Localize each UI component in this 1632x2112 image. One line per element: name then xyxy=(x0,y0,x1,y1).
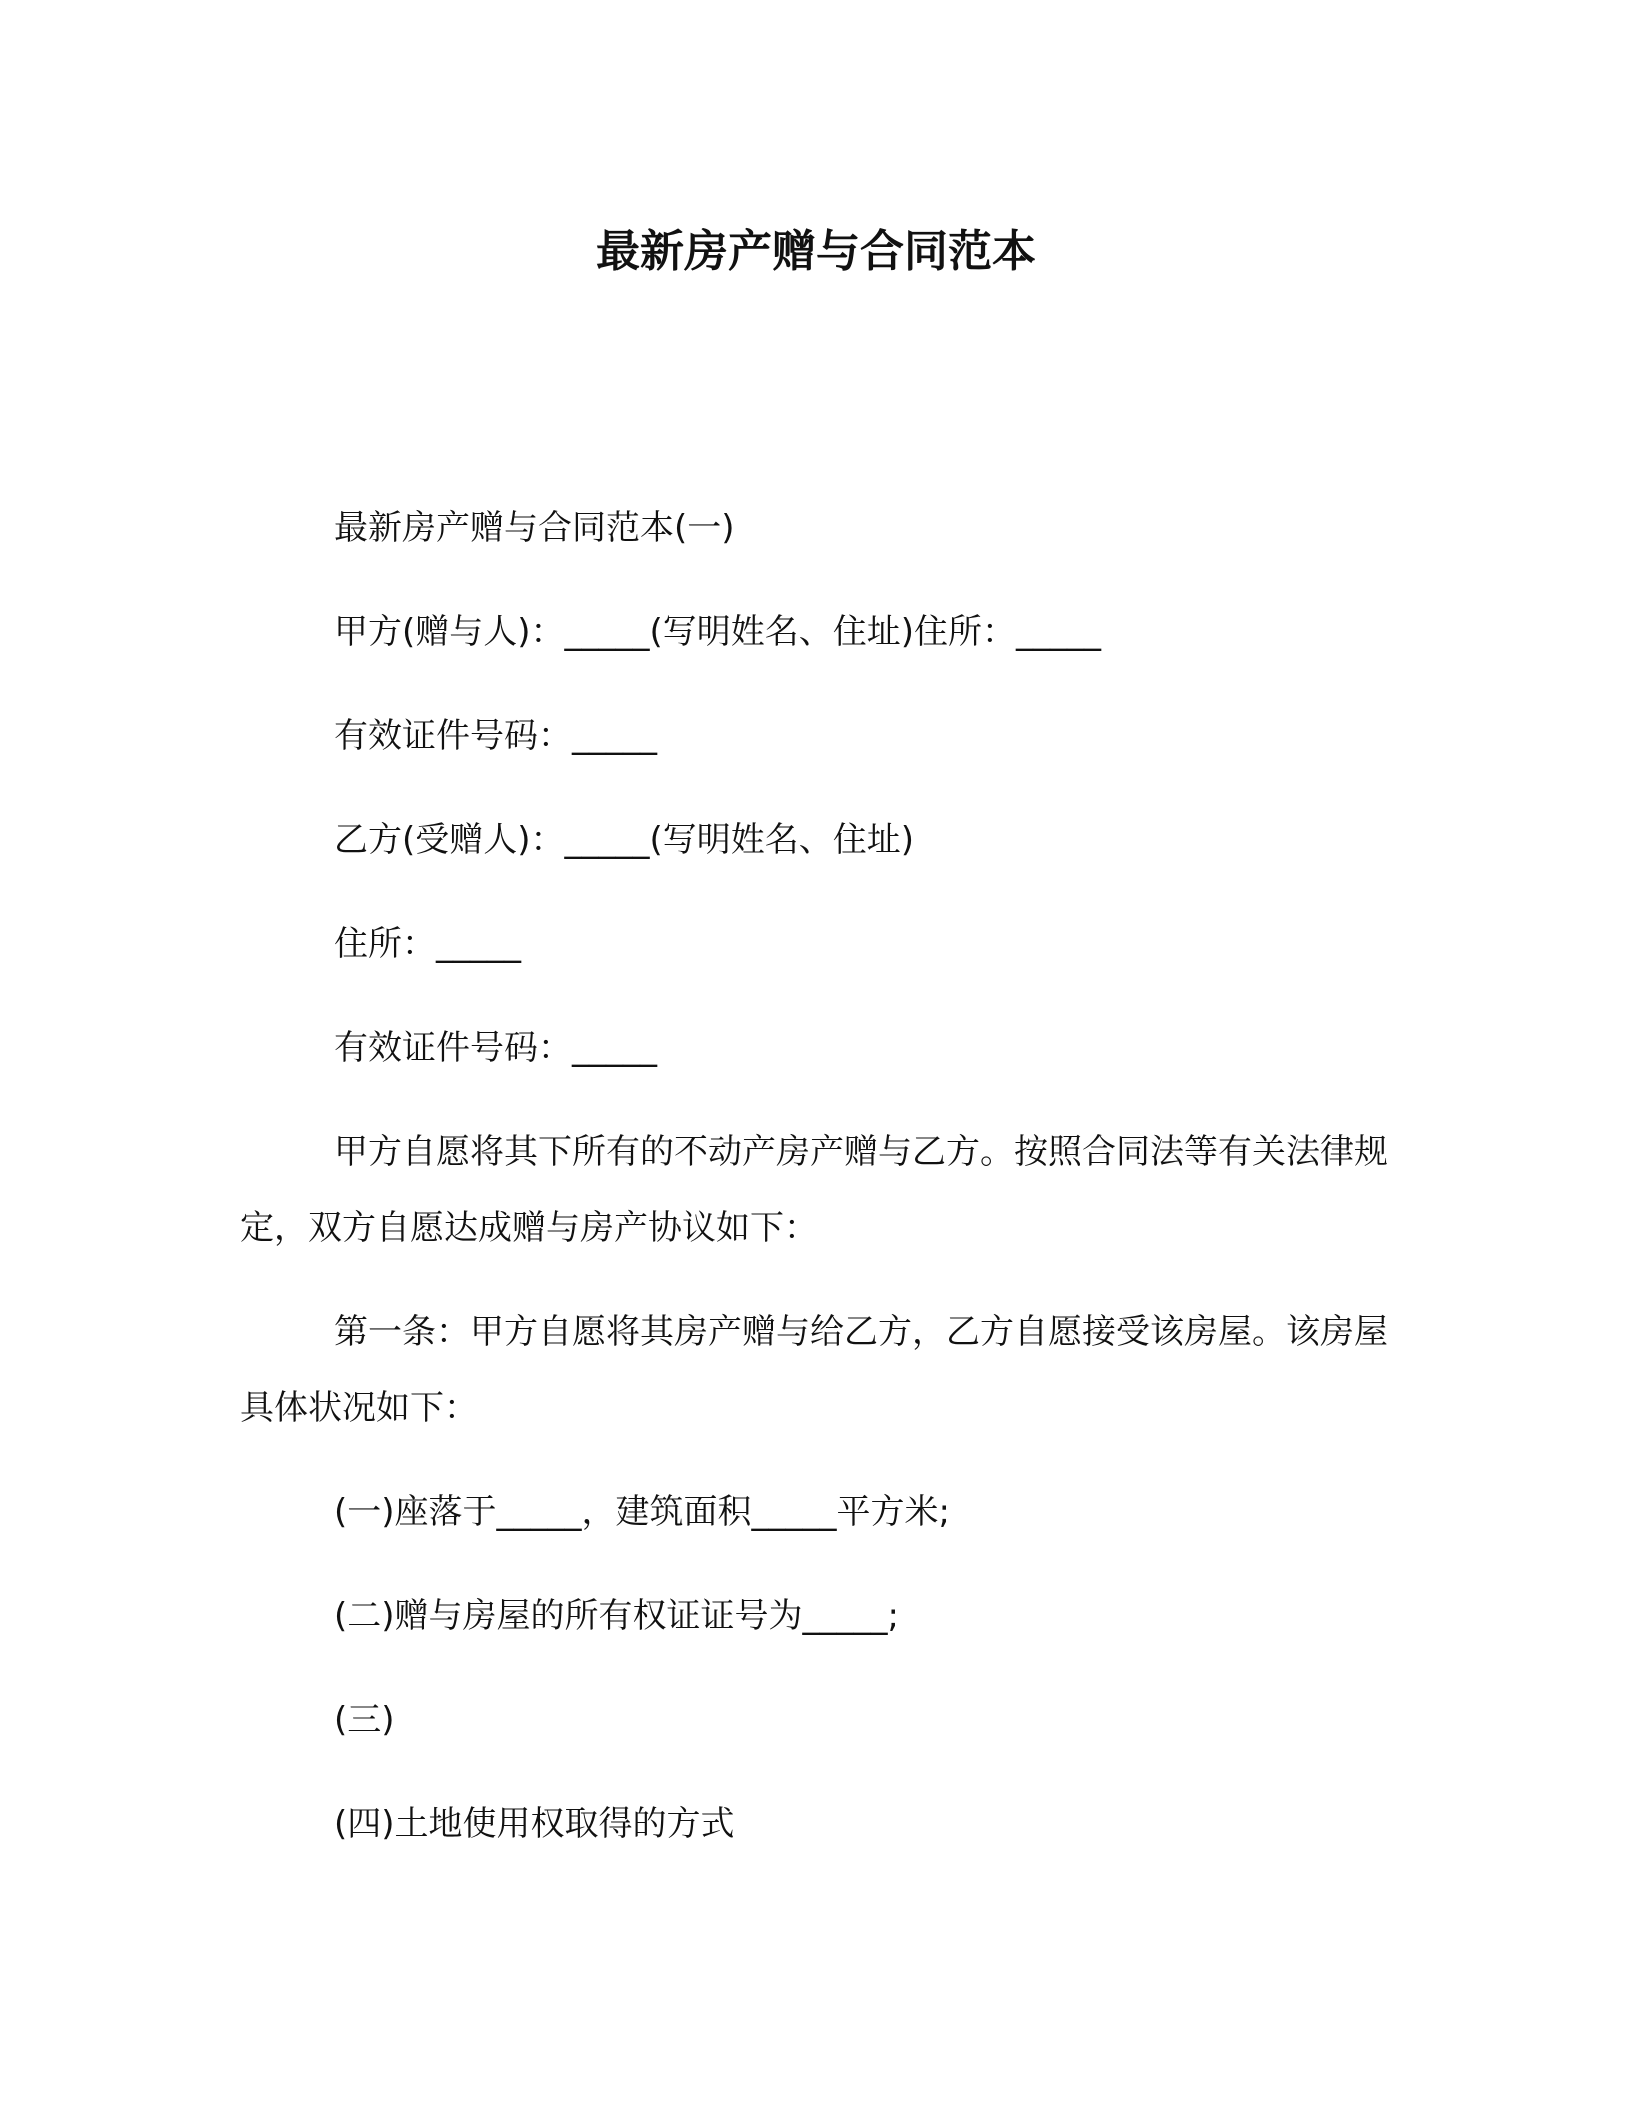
paragraph-item-1: (一)座落于_____，建筑面积_____平方米; xyxy=(334,1492,950,1532)
paragraph-party-b: 乙方(受赠人)：_____(写明姓名、住址) xyxy=(334,820,915,860)
paragraph-party-a-id: 有效证件号码：_____ xyxy=(334,716,657,756)
paragraph-item-3: (三) xyxy=(334,1700,395,1740)
paragraph-article-1: 第一条：甲方自愿将其房产赠与给乙方，乙方自愿接受该房屋。该房屋具体状况如下： xyxy=(240,1312,1388,1428)
paragraph-party-b-address: 住所：_____ xyxy=(334,924,521,964)
paragraph-party-b-id: 有效证件号码：_____ xyxy=(334,1028,657,1068)
paragraph-item-4: (四)土地使用权取得的方式 xyxy=(334,1804,735,1844)
document-body xyxy=(240,490,1392,1890)
paragraph-heading: 最新房产赠与合同范本(一) xyxy=(334,508,735,548)
document-title: 最新房产赠与合同范本 xyxy=(596,226,1036,277)
paragraph-item-2: (二)赠与房屋的所有权证证号为_____; xyxy=(334,1596,899,1636)
paragraph-intro: 甲方自愿将其下所有的不动产房产赠与乙方。按照合同法等有关法律规定，双方自愿达成赠与房产协议如下： xyxy=(240,1132,1388,1248)
paragraph-party-a: 甲方(赠与人)：_____(写明姓名、住址)住所：_____ xyxy=(334,612,1102,652)
